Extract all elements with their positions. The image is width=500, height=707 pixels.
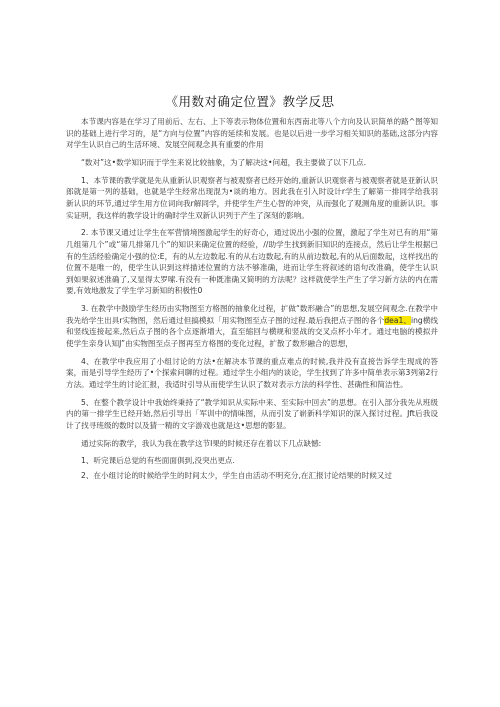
paragraph-point-2: 2. 本节课又通过让学生在军营情境图激起学生的好奇心，通过说出小强的位置，激起了学生对已有的用“第几组第几个”或“第几排第几个”的知识来确定位置的经验，//助学生找到新旧知识的连接点，然后让学生根据已有的生活经验确定小强的位:E，有的从左边数起.有的从右边数起,有的从前边数起,有的从后面数起，这样找出的位置不是唯一的，使学生认识到这样描述位置的方法不够准确，进而让学生将叙述的语句改准确，使学生认识到如果叙述准确了,又显得太罗嗦.有没有一种既准确又简明的方法呢？这样就使学生产生了学习新方法的内在需要,有效地激发了学生学习新知的积极性0 [66, 228, 438, 296]
paragraph-summary: “数对”这•数学知识而于学生来说比较抽象，为了解决这•问超，我主要做了以下几点. [81, 157, 367, 167]
paragraph-reflection: 通过实际的教学，我认为我在教学这节I果的时候还存在着以下几点缺憾: [81, 438, 322, 448]
paragraph-point-3-before: 3. 在教学中鼓励学生经历由实物图至方格图的抽象化过程，扩做“数形融合”的思想,发展空间观念.在教学中我先给学生出具r实物图，然后通过但搞模拟「用实物图至点子图的过程.最后我把点子图的各个 [66, 304, 438, 325]
paragraph-intro: 本节课内容是在学习了用前后、左右、上下等表示物体位置和东西南北等八个方向及认识简单的路^图等知识的基础上进行学习的，是“方向与位置”内容的延续和发展。也是以后进一步学习相关知识的基础,这部分内容对学生认识自己的生活环境、发展空间观念具有重要的作用 [66, 117, 438, 150]
paragraph-shortcoming-1: 1、听完课后总觉的有些面面俱到,没突出更点. [81, 456, 235, 466]
paragraph-point-3 [66, 303, 438, 349]
document-body [66, 116, 438, 488]
paragraph-shortcoming-2: 2、在小组讨论的时候给学生的时间太少，学生自由活动不明充分,在汇报讨论结果的时候又过 [81, 470, 392, 480]
paragraph-point-1: 1、本节课的教学就是先从重新认识观察者与被观察者已经开始的,重新认识观察者与被观察者就是亚新认识郎就是第一列的基础，也就是学生经常出现混为•谈的地方。因此我在引入时设计r学生了解第一排同学给我羽新认识的环节,通过学生用方位词向我r解同学，并使学生产生心智的冲突，从而强化了观测角度的重新认识。事实证明，我这样的教学设计的确时学生双新认识列于产生了深刻的影响。 [66, 175, 438, 220]
paragraph-point-5: 5、在整个教学设计中我始终秉持了“教学知识从实际中来、至实际中回去”的思想。在引入部分我先从班级内的第一排学生已经开始,然后引导出「军训中的情味图，从而引发了崭新科学知识的深入探讨过程。Jft后我设计了找寻班级的数时以及猜一精的文字游戏也就是这•思想的影显。 [66, 397, 438, 430]
document-title: 《用数对确定位置》教学反思 [165, 94, 335, 109]
paragraph-point-3-after: ing横线和竖线连接起来,然后点子图的各个点逐渐增大，直至缩回与横规和竖战的交叉点杯小年才。通过电脑的模拟并使学生亲身认知J”由实物图至点子图再至方格图的变化过程，扩散了数形融合的思想， [66, 315, 438, 348]
paragraph-point-4: 4、在教学中我应用了小组讨论的方法•在解决本节课的重点难点的时候,我并没有直接告诉学生现成的答案，而是引导学生经历了•个探索问聊的过程。通过学生小组内的谈论，学生找到了许多中简单表示第3列第2行方法。通过学生的讨论汇报，我适时引导从而使学生认识了数对表示方法的科学性、甚确性和简洁性。 [66, 356, 438, 389]
highlighted-text: dea1、 [384, 315, 411, 325]
